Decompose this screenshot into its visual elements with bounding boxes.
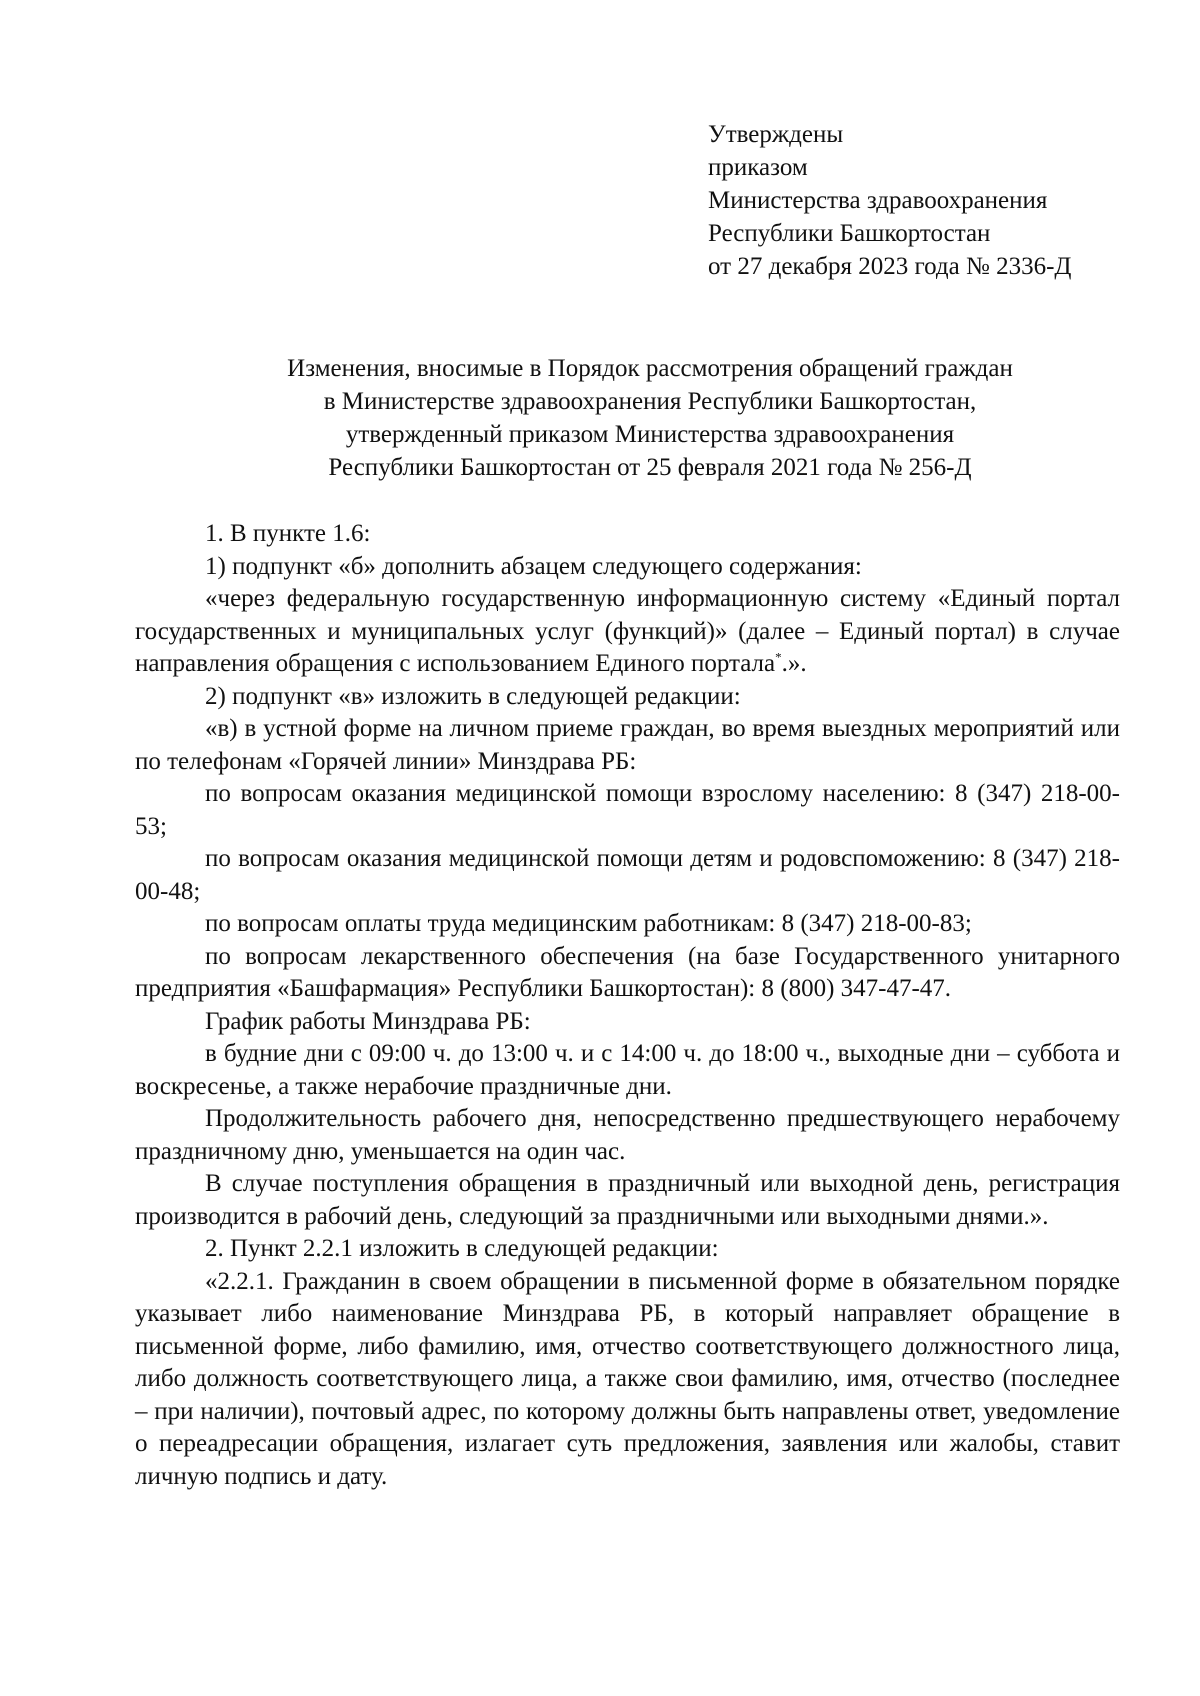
paragraph-quote-portal — [135, 583, 1120, 681]
document-body — [135, 518, 1120, 1493]
paragraph-subitem-2: 2) подпункт «в» изложить в следующей редакции: — [205, 682, 741, 710]
title-line: Изменения, вносимые в Порядок рассмотрения обращений граждан — [287, 355, 1013, 382]
approval-line: Республики Башкортостан — [708, 220, 991, 247]
paragraph-item-2: 2. Пункт 2.2.1 изложить в следующей редакции: — [205, 1235, 719, 1262]
title-line: в Министерстве здравоохранения Республики Башкортостан, — [323, 388, 977, 415]
document-title — [150, 352, 1150, 484]
approval-line: приказом — [708, 154, 808, 181]
paragraph-subitem-1: 1) подпункт «б» дополнить абзацем следующего содержания: — [205, 552, 862, 580]
paragraph-phone-salary: по вопросам оплаты труда медицинским работникам: 8 (347) 218-00-83; — [205, 910, 972, 937]
paragraph-phone-medicine: по вопросам лекарственного обеспечения (на базе Государственного унитарного предприятия «Башфармация» Республики Башкортостан): 8 (800) 347-47-47. — [135, 942, 1120, 1002]
title-line: утвержденный приказом Министерства здравоохранения — [345, 421, 955, 448]
approval-line: Министерства здравоохранения — [708, 187, 1048, 214]
approval-line: Утверждены — [708, 121, 844, 148]
paragraph-phone-adults: по вопросам оказания медицинской помощи взрослому населению: 8 (347) 218-00-53; — [135, 780, 1120, 840]
paragraph-holiday-registration: В случае поступления обращения в праздничный или выходной день, регистрация производится в рабочий день, следующий за праздничными или выходными днями.». — [135, 1170, 1120, 1230]
approval-line: от 27 декабря 2023 года № 2336-Д — [708, 253, 1072, 280]
title-line: Республики Башкортостан от 25 февраля 2021 года № 256-Д — [328, 454, 972, 481]
paragraph-shortened-day: Продолжительность рабочего дня, непосредственно предшествующего нерабочему праздничному дню, уменьшается на один час. — [135, 1105, 1120, 1165]
paragraph-text: «через федеральную государственную информационную систему «Единый портал государственных и муниципальных услуг (функций)» (далее – Единый портал) в случае направления обращения с использованием Единого портала — [135, 585, 1120, 677]
paragraph-schedule: в будние дни с 09:00 ч. до 13:00 ч. и с 14:00 ч. до 18:00 ч., выходные дни – суббота и воскресенье, а также нерабочие праздничные дни. — [135, 1040, 1120, 1100]
paragraph-schedule-title: График работы Минздрава РБ: — [205, 1007, 531, 1035]
paragraph-phone-children: по вопросам оказания медицинской помощи детям и родовспоможению: 8 (347) 218-00-48; — [135, 845, 1120, 905]
footnote-mark: * — [775, 649, 782, 665]
paragraph-oral-form: «в) в устной форме на личном приеме граждан, во время выездных мероприятий или по телефонам «Горячей линии» Минздрава РБ: — [135, 715, 1120, 775]
paragraph-2-2-1: «2.2.1. Гражданин в своем обращении в письменной форме в обязательном порядке указывает либо наименование Минздрава РБ, в который направляет обращение в письменной форме, либо фамилию, имя, отчество соответствующего должностного лица, либо должность соответствующего лица, а также свои фамилию, имя, отчество (последнее – при наличии), почтовый адрес, по которому должны быть направлены ответ, уведомление о переадресации обращения, излагает суть предложения, заявления или жалобы, ставит личную подпись и дату. — [135, 1267, 1120, 1490]
approval-block — [708, 118, 1168, 283]
paragraph-end: .». — [781, 650, 807, 677]
paragraph-item-1: 1. В пункте 1.6: — [205, 520, 371, 547]
